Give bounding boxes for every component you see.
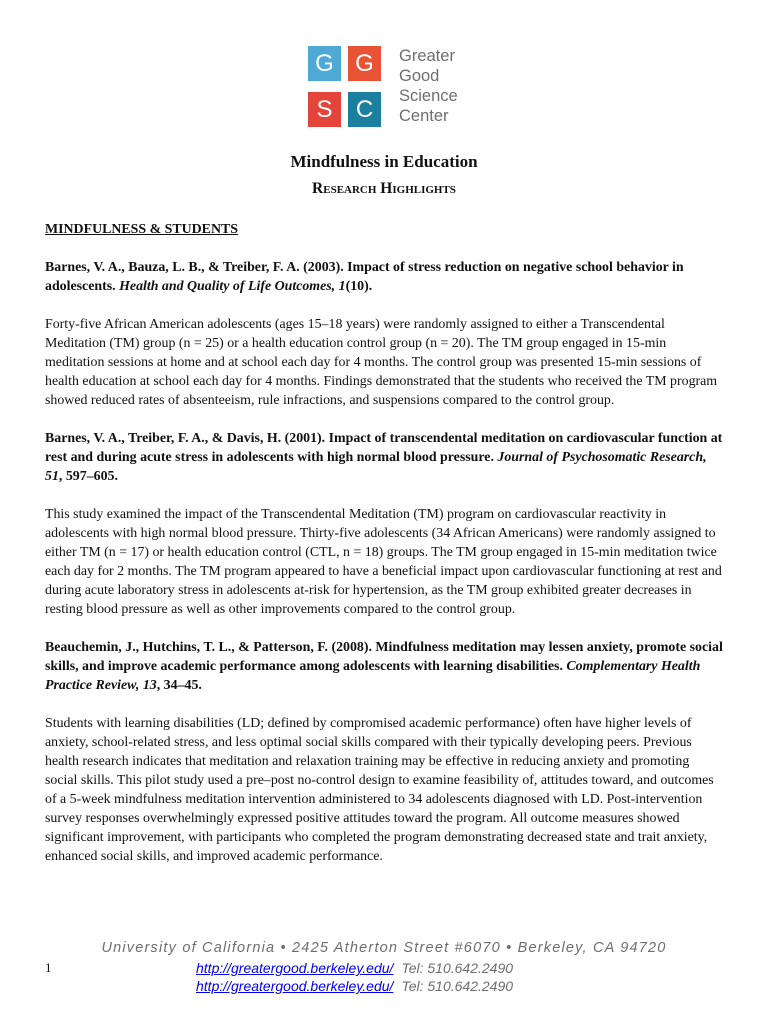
citation-journal: Complementary Health Practice Review, 13 <box>45 659 701 693</box>
summary-2: This study examined the impact of the Transcendental Meditation (TM) program on cardiovascular reactivity in adolescents with high normal blood pressure. Thirty-five adolescents (34 African Americans) were randomly assigned to either TM (n = 17) or health education control (CTL, n = 18) groups. The TM group engaged in 15-min meditation twice each day for 2 months. The TM program appeared to have a beneficial impact upon cardiovascular functioning at rest and during acute laboratory stress in adolescents at-risk for hypertension, as the TM group exhibited greater decreases in resting blood pressure as well as other improvements compared to the control group. <box>45 507 722 617</box>
footer-address: University of California • 2425 Atherton Street #6070 • Berkeley, CA 94720 <box>101 940 667 956</box>
logo-tiles <box>308 46 388 128</box>
citation-1 <box>45 258 725 296</box>
citation-journal: Health and Quality of Life Outcomes, 1 <box>119 279 346 294</box>
website-link[interactable]: http://greatergood.berkeley.edu/ <box>196 978 394 994</box>
logo-wordmark <box>399 46 458 126</box>
citation-text: Barnes, V. A., Treiber, F. A., & Davis, H. (2001). Impact of transcendental meditation on cardiovascular function at rest and during acute stress in adolescents with high normal blood pressure. <box>45 431 723 465</box>
footer-telephone: Tel: 510.642.2490 <box>401 978 514 994</box>
citation-2 <box>45 429 725 486</box>
logo-tile-s: S <box>308 92 341 127</box>
footer-contact-line-1 <box>196 960 513 976</box>
logo-tile-g1: G <box>308 46 341 81</box>
logo-line-1: Greater <box>399 47 455 65</box>
section-heading: MINDFULNESS & STUDENTS <box>45 222 238 237</box>
logo-line-4: Center <box>399 107 449 125</box>
logo-line-2: Good <box>399 67 440 85</box>
citation-text: Beauchemin, J., Hutchins, T. L., & Patterson, F. (2008). Mindfulness meditation may lessen anxiety, promote social skills, and improve academic performance among adolescents with learning disabilities. <box>45 640 723 674</box>
document-title: Mindfulness in Education <box>290 152 478 171</box>
document-subtitle: Research Highlights <box>312 180 456 197</box>
logo-tile-c: C <box>348 92 381 127</box>
website-link[interactable]: http://greatergood.berkeley.edu/ <box>196 960 394 976</box>
page-number: 1 <box>45 960 52 975</box>
document-body <box>45 220 725 885</box>
footer-contact-line-2 <box>196 978 513 994</box>
citation-journal: Journal of Psychosomatic Research, 51 <box>45 450 707 484</box>
citation-text: Barnes, V. A., Bauza, L. B., & Treiber, F. A. (2003). Impact of stress reduction on negative school behavior in adolescents. <box>45 260 684 294</box>
citation-3 <box>45 638 725 695</box>
summary-3: Students with learning disabilities (LD; defined by compromised academic performance) often have higher levels of anxiety, school-related stress, and less optimal social skills compared with their typically developing peers. Previous health research indicates that meditation and relaxation training may be effective in reducing anxiety and promoting social skills. This pilot study used a pre–post no-control design to examine feasibility of, attitudes toward, and outcomes of a 5-week mindfulness meditation intervention administered to 34 adolescents diagnosed with LD. Post-intervention survey responses overwhelmingly expressed positive attitudes toward the program. All outcome measures showed significant improvement, with participants who completed the program demonstrating decreased state and trait anxiety, enhanced social skills, and improved academic performance. <box>45 716 714 864</box>
logo-line-3: Science <box>399 87 458 105</box>
summary-1: Forty-five African American adolescents (ages 15–18 years) were randomly assigned to either a Transcendental Meditation (TM) group (n = 25) or a health education control group (n = 20). The TM group engaged in 15-min meditation sessions at home and at school each day for 4 months. The control group was presented 15-min sessions of health education at school each day for 4 months. Findings demonstrated that the students who received the TM program showed reduced rates of absenteeism, rule infractions, and suspensions compared to the control group. <box>45 317 718 408</box>
citation-pages: (10). <box>345 279 373 294</box>
footer-telephone: Tel: 510.642.2490 <box>401 960 514 976</box>
citation-pages: , 34–45. <box>156 678 202 693</box>
citation-pages: , 597–605. <box>58 469 118 484</box>
ggsc-logo <box>308 46 468 132</box>
logo-tile-g2: G <box>348 46 381 81</box>
